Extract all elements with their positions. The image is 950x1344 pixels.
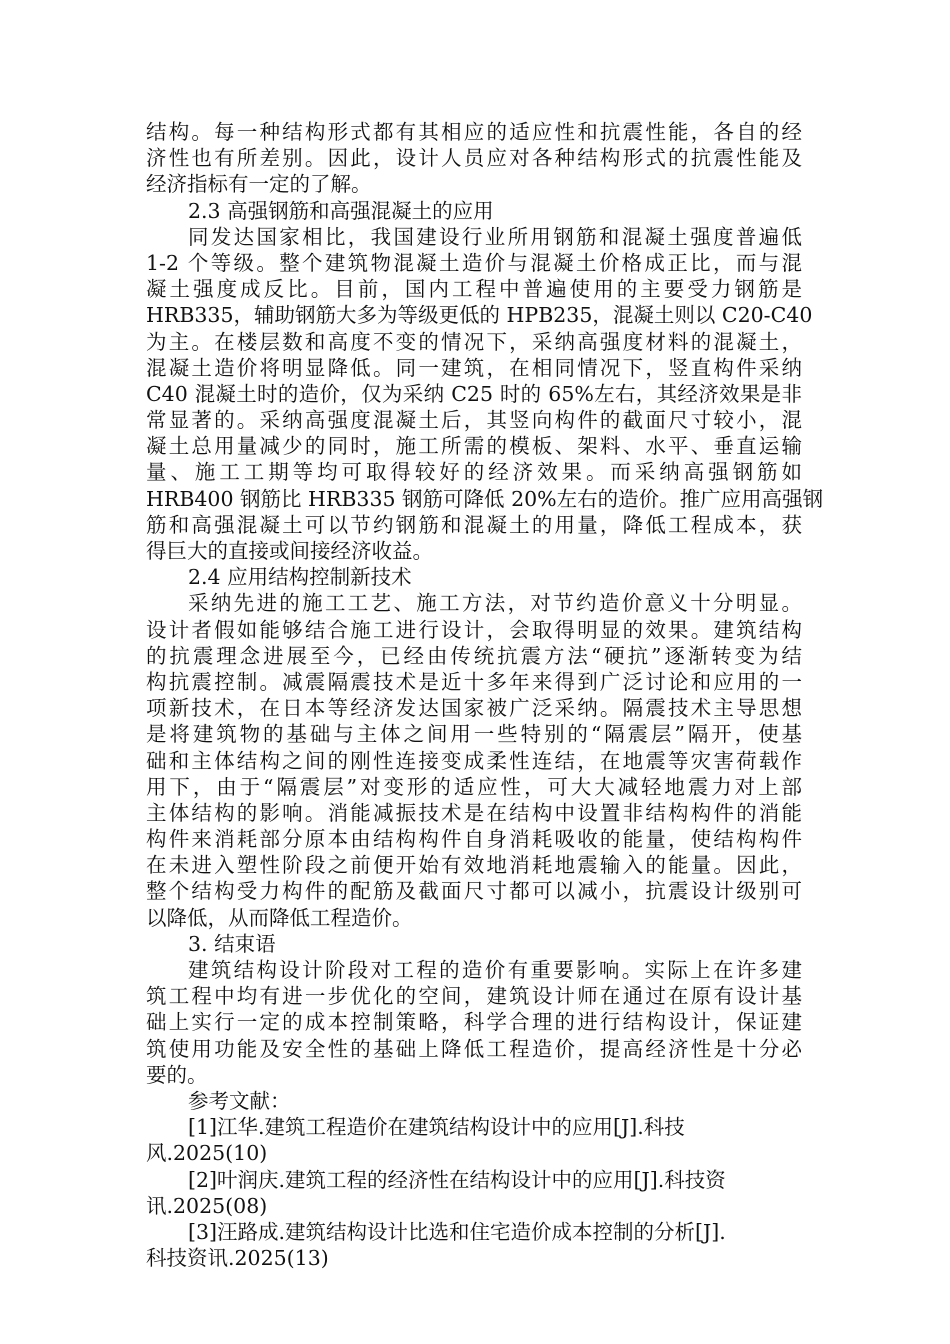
text-line: 项新技术，在日本等经济发达国家被广泛采纳。隔震技术主导思想 <box>146 696 802 721</box>
text-line: [1]江华.建筑工程造价在建筑结构设计中的应用[J].科技 <box>188 1115 685 1140</box>
text-line: 混凝土造价将明显降低。同一建筑，在相同情况下，竖直构件采纳 <box>146 355 802 380</box>
text-line: HRB400 钢筋比 HRB335 钢筋可降低 20%左右的造价。推广应用高强钢 <box>146 486 824 511</box>
text-line: 参考文献： <box>188 1088 291 1113</box>
text-line: 主体结构的影响。消能减振技术是在结构中设置非结构构件的消能 <box>146 800 802 825</box>
text-line: 用下，由于“隔震层”对变形的适应性，可大大减轻地震力对上部 <box>146 774 802 799</box>
text-line: [3]汪路成.建筑结构设计比选和住宅造价成本控制的分析[J]. <box>188 1219 726 1244</box>
text-line: 1-2 个等级。整个建筑物混凝土造价与混凝土价格成正比，而与混 <box>146 250 802 275</box>
text-line: 筋和高强混凝土可以节约钢筋和混凝土的用量，降低工程成本，获 <box>146 512 802 537</box>
text-line: 凝土强度成反比。目前，国内工程中普遍使用的主要受力钢筋是 <box>146 277 802 302</box>
text-line: 结构。每一种结构形式都有其相应的适应性和抗震性能，各自的经 <box>146 120 802 144</box>
text-line: 2.3 高强钢筋和高强混凝土的应用 <box>188 198 494 223</box>
text-line: 筑使用功能及安全性的基础上降低工程造价，提高经济性是十分必 <box>146 1036 802 1061</box>
text-line: 常显著的。采纳高强度混凝土后，其竖向构件的截面尺寸较小，混 <box>146 408 802 433</box>
text-line: 采纳先进的施工工艺、施工方法，对节约造价意义十分明显。 <box>188 591 802 616</box>
text-line: 是将建筑物的基础与主体之间用一些特别的“隔震层”隔开，使基 <box>146 722 802 747</box>
text-line: 讯.2025(08) <box>146 1193 268 1218</box>
text-line: 经济指标有一定的了解。 <box>146 172 372 197</box>
text-line: 以降低，从而降低工程造价。 <box>146 905 413 930</box>
text-line: 风.2025(10) <box>146 1141 268 1166</box>
text-line: 同发达国家相比，我国建设行业所用钢筋和混凝土强度普遍低 <box>188 224 802 249</box>
text-line: 的抗震理念进展至今，已经由传统抗震方法“硬抗”逐渐转变为结 <box>146 643 802 668</box>
text-line: 得巨大的直接或间接经济收益。 <box>146 539 433 563</box>
text-line: HRB335，辅助钢筋大多为等级更低的 HPB235，混凝土则以 C20-C40 <box>146 303 813 328</box>
text-line: 为主。在楼层数和高度不变的情况下，采纳高强度材料的混凝土， <box>146 329 802 354</box>
text-line: [2]叶润庆.建筑工程的经济性在结构设计中的应用[J].科技资 <box>188 1167 726 1192</box>
text-line: 凝土总用量减少的同时，施工所需的模板、架料、水平、垂直运输 <box>146 434 802 459</box>
text-line: 济性也有所差别。因此，设计人员应对各种结构形式的抗震性能及 <box>146 146 802 171</box>
text-line: 2.4 应用结构控制新技术 <box>188 565 412 590</box>
text-line: 础和主体结构之间的刚性连接变成柔性连结，在地震等灾害荷载作 <box>146 748 802 773</box>
text-line: 整个结构受力构件的配筋及截面尺寸都可以减小，抗震设计级别可 <box>146 879 802 904</box>
text-line: 构抗震控制。减震隔震技术是近十多年来得到广泛讨论和应用的一 <box>146 669 802 694</box>
document-body <box>146 119 824 1271</box>
text-line: 筑工程中均有进一步优化的空间，建筑设计师在通过在原有设计基 <box>146 984 802 1009</box>
text-line: 量、施工工期等均可取得较好的经济效果。而采纳高强钢筋如 <box>146 460 802 485</box>
text-line: 在未进入塑性阶段之前便开始有效地消耗地震输入的能量。因此， <box>146 853 802 878</box>
text-line: 科技资讯.2025(13) <box>146 1246 329 1271</box>
text-line: 构件来消耗部分原本由结构构件自身消耗吸收的能量，使结构构件 <box>146 827 802 852</box>
text-line: 3. 结束语 <box>188 931 276 956</box>
text-line: 建筑结构设计阶段对工程的造价有重要影响。实际上在许多建 <box>188 958 802 982</box>
text-line: C40 混凝土时的造价，仅为采纳 C25 时的 65%左右，其经济效果是非 <box>146 381 802 406</box>
text-line: 础上实行一定的成本控制策略，科学合理的进行结构设计，保证建 <box>146 1010 802 1035</box>
text-line: 设计者假如能够结合施工进行设计，会取得明显的效果。建筑结构 <box>146 617 802 642</box>
text-line: 要的。 <box>146 1062 208 1087</box>
